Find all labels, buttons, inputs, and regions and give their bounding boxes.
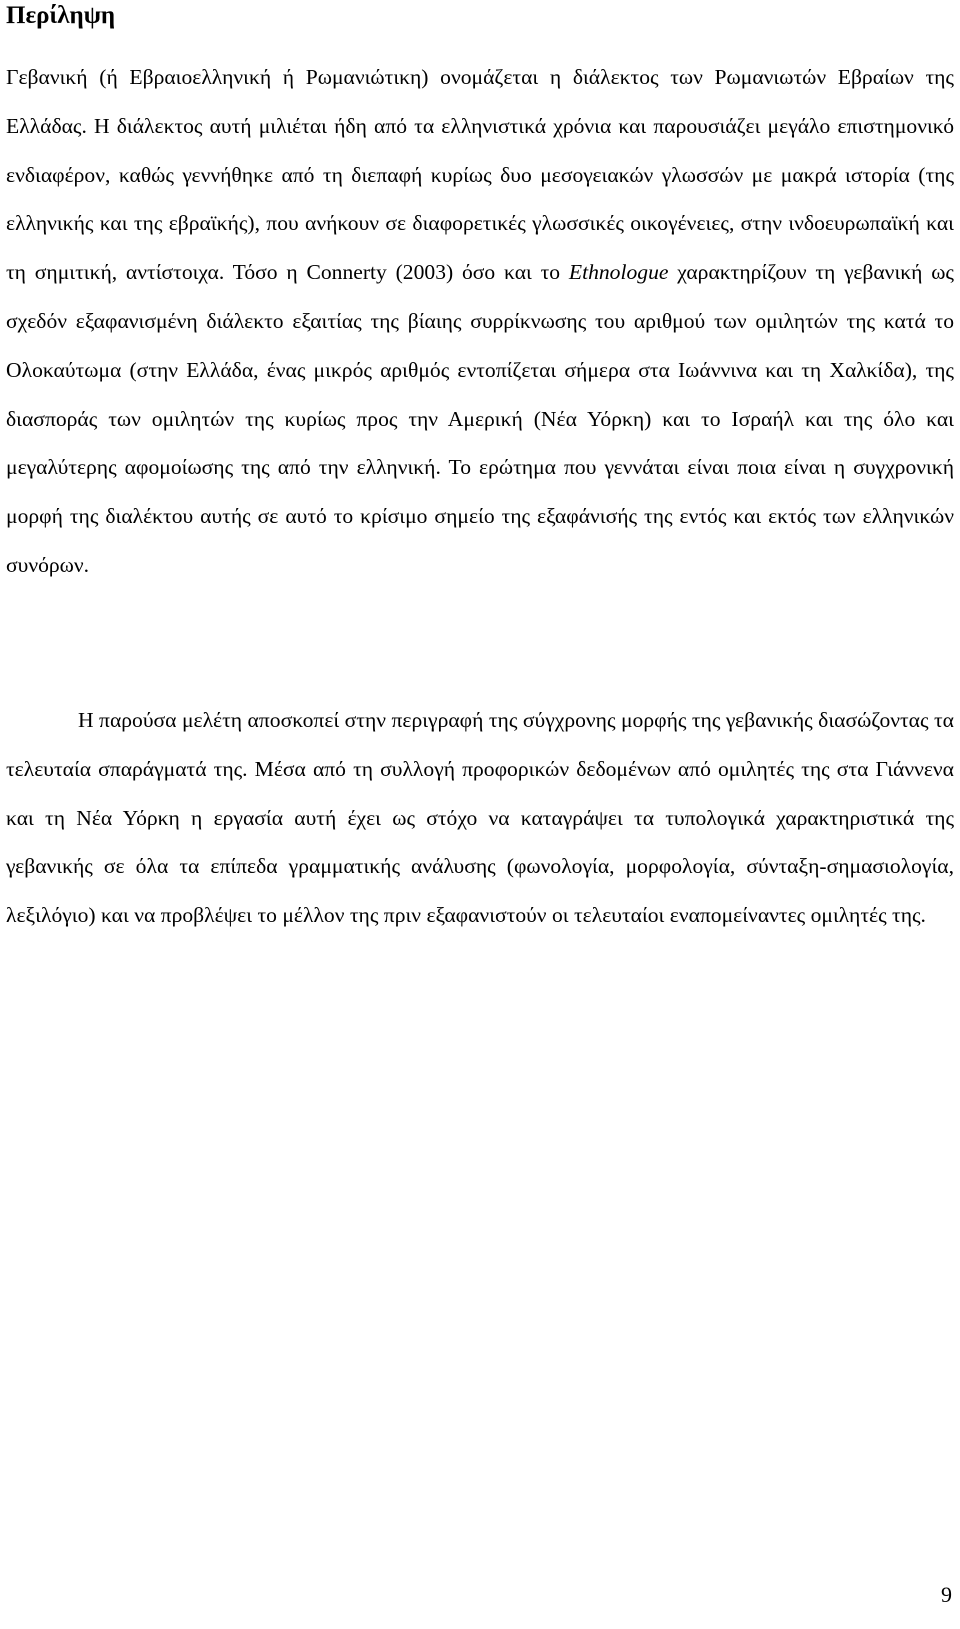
page-number: 9: [941, 1582, 952, 1607]
abstract-paragraph-1: [6, 53, 954, 590]
abstract-paragraph-2: Η παρούσα μελέτη αποσκοπεί στην περιγραφή της σύγχρονης μορφής της γεβανικής διασώζοντας τα τελευταία σπαράγματά της. Μέσα από τη συλλογή προφορικών δεδομένων από ομιλητές της στα Γιάννενα και τη Νέα Υόρκη η εργασία αυτή έχει ως στόχο να καταγράψει τα τυπολογικά χαρακτηριστικά της γεβανικής σε όλα τα επίπεδα γραμματικής ανάλυσης (φωνολογία, μορφολογία, σύνταξη-σημασιολογία, λεξιλόγιο) και να προβλέψει το μέλλον της πριν εξαφανιστούν οι τελευταίοι εναπομείναντες ομιλητές της.: [6, 708, 954, 928]
paragraph-1-text-start: Γεβανική (ή Εβραιοελληνική ή Ρωμανιώτικη) ονομάζεται η διάλεκτος των Ρωμανιωτών Εβραίων της Ελλάδας. Η διάλεκτος αυτή μιλιέται ήδη από τα ελληνιστικά χρόνια και παρουσιάζει μεγάλο επιστημονικό ενδιαφέρον, καθώς γεννήθηκε από τη διεπαφή κυρίως δυο μεσογειακών γλωσσών με μακρά ιστορία (της ελληνικής και της εβραϊκής), που ανήκουν σε διαφορετικές γλωσσικές οικογένειες, στην ινδοευρωπαϊκή και τη σημιτική, αντίστοιχα. Τόσο η Connerty (2003) όσο και το: [6, 65, 954, 285]
section-heading: Περίληψη: [6, 2, 116, 29]
paragraph-1-text-end: χαρακτηρίζουν τη γεβανική ως σχεδόν εξαφανισμένη διάλεκτο εξαιτίας της βίαιης συρρίκνωσης του αριθμού των ομιλητών της κατά το Ολοκαύτωμα (στην Ελλάδα, ένας μικρός αριθμός εντοπίζεται σήμερα στα Ιωάννινα και τη Χαλκίδα), της διασποράς των ομιλητών της κυρίως προς την Αμερική (Νέα Υόρκη) και το Ισραήλ και της όλο και μεγαλύτερης αφομοίωσης της από την ελληνική. Το ερώτημα που γεννάται είναι ποια είναι η συγχρονική μορφή της διαλέκτου αυτής σε αυτό το κρίσιμο σημείο της εξαφάνισής της εντός και εκτός των ελληνικών συνόρων.: [6, 260, 954, 577]
ethnologue-title: Ethnologue: [568, 260, 669, 285]
